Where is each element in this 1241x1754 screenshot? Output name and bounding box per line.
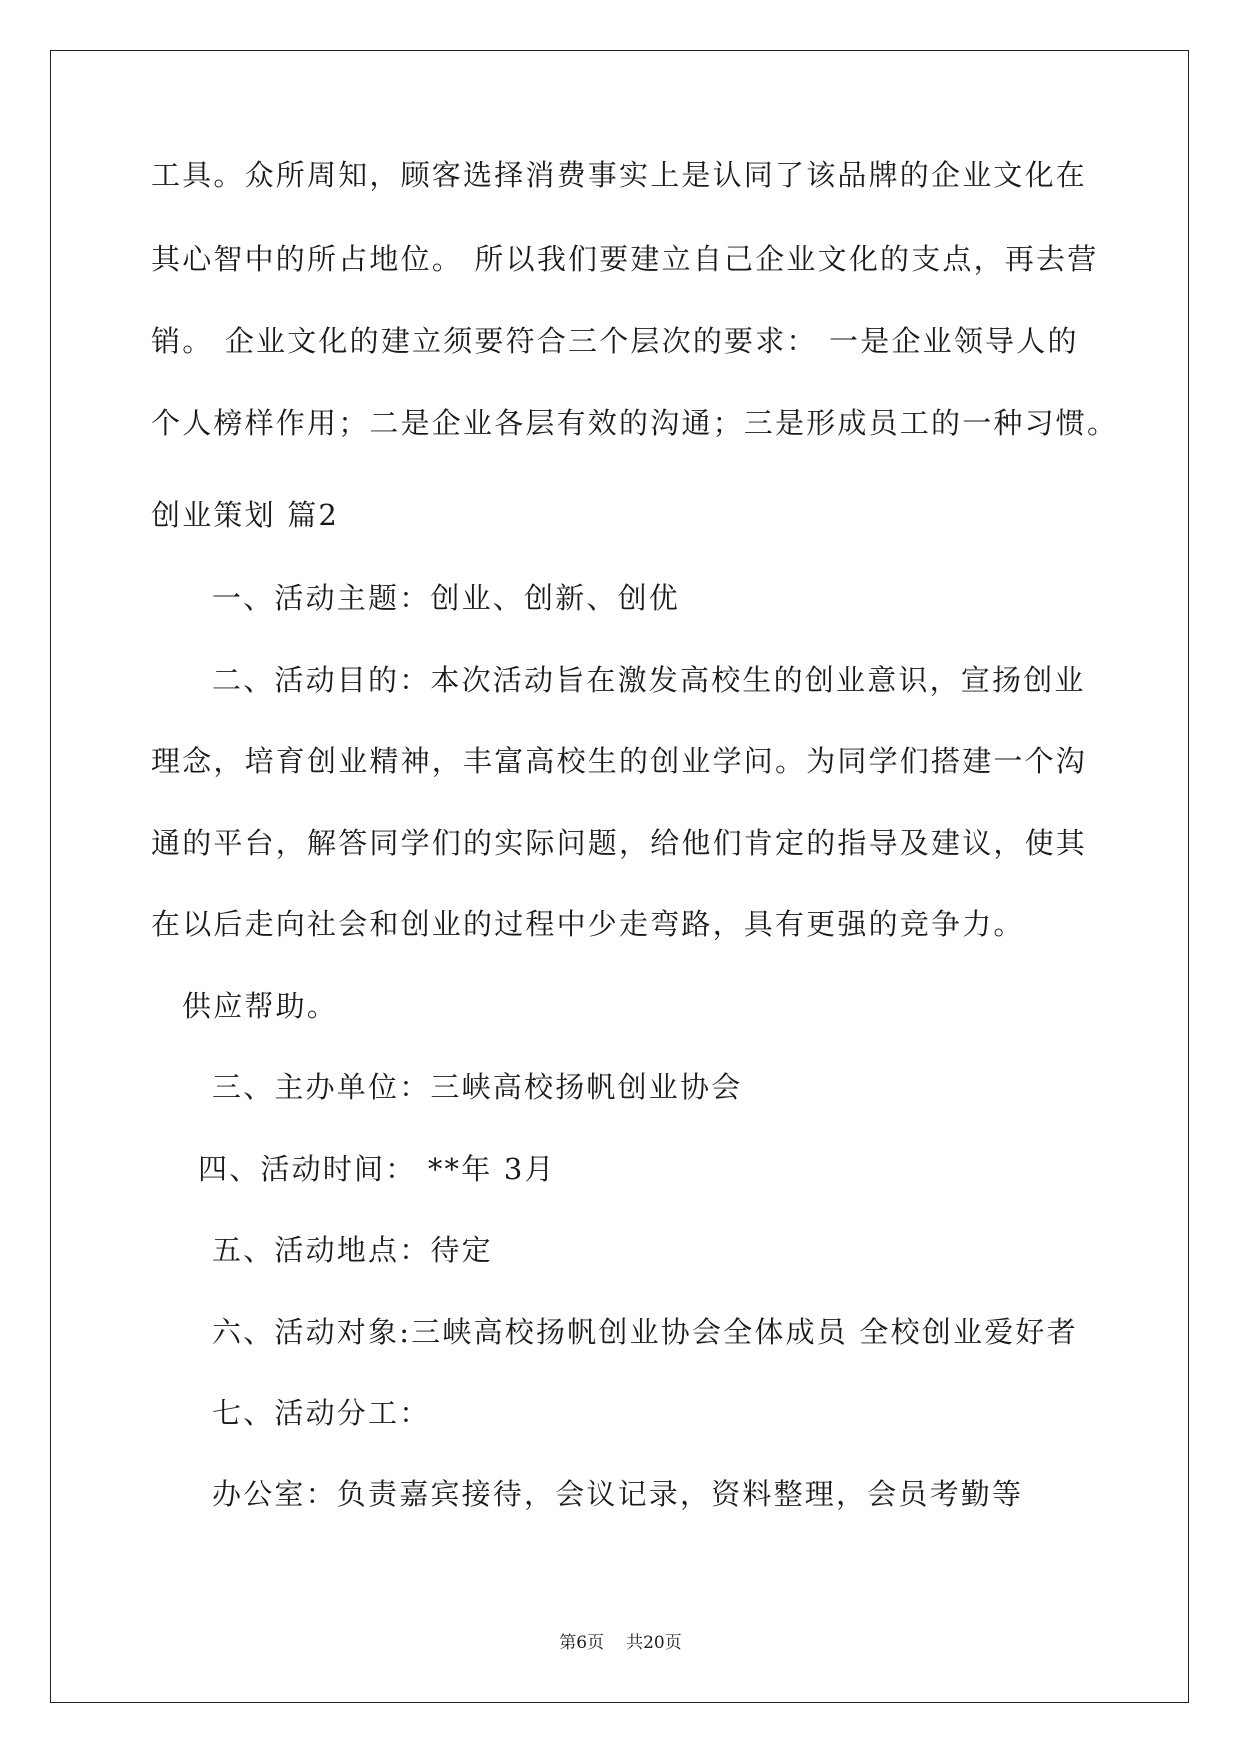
- item-theme: 一、活动主题：创业、创新、创优: [212, 581, 681, 615]
- item-office: 办公室：负责嘉宾接待，会议记录，资料整理，会员考勤等: [212, 1477, 1024, 1511]
- item-location: 五、活动地点：待定: [212, 1233, 493, 1267]
- body-line-purpose-3: 通的平台，解答同学们的实际问题，给他们肯定的指导及建议，使其: [151, 826, 1088, 860]
- body-line-3: 销。 企业文化的建立须要符合三个层次的要求： 一是企业领导人的: [151, 324, 1079, 358]
- section-heading: 创业策划 篇2: [151, 498, 340, 532]
- page-border: [50, 50, 1189, 1703]
- item-organizer: 三、主办单位：三峡高校扬帆创业协会: [212, 1070, 743, 1104]
- page-footer: [0, 1632, 1241, 1654]
- item-audience: 六、活动对象:三峡高校扬帆创业协会全体成员 全校创业爱好者: [212, 1315, 1078, 1349]
- page-total: 共20页: [626, 1633, 682, 1653]
- item-time: 四、活动时间： **年 3月: [198, 1152, 556, 1186]
- page-number: 第6页: [559, 1633, 605, 1653]
- body-line-help: 供应帮助。: [182, 989, 339, 1023]
- body-line-4: 个人榜样作用；二是企业各层有效的沟通；三是形成员工的一种习惯。: [151, 406, 1119, 440]
- body-line-purpose-2: 理念，培育创业精神，丰富高校生的创业学问。为同学们搭建一个沟: [151, 744, 1088, 778]
- body-line-purpose-4: 在以后走向社会和创业的过程中少走弯路，具有更强的竞争力。: [151, 907, 1025, 941]
- item-purpose: 二、活动目的：本次活动旨在激发高校生的创业意识，宣扬创业: [212, 663, 1086, 697]
- item-division: 七、活动分工：: [212, 1396, 431, 1430]
- body-line-1: 工具。众所周知，顾客选择消费事实上是认同了该品牌的企业文化在: [151, 158, 1088, 192]
- body-line-2: 其心智中的所占地位。 所以我们要建立自己企业文化的支点，再去营: [151, 242, 1099, 276]
